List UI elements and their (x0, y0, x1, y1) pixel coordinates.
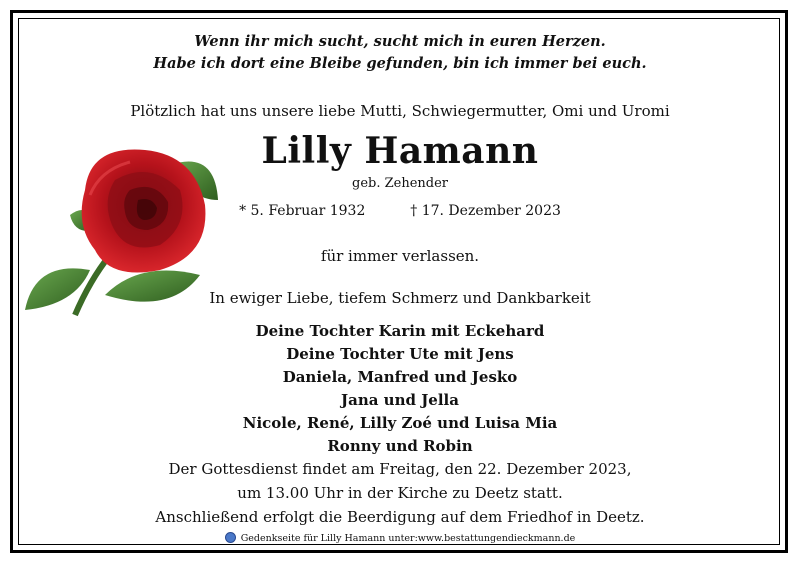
mourner-line: Daniela, Manfred und Jesko (282, 368, 518, 386)
globe-icon (225, 532, 236, 543)
deceased-name: Lilly Hamann (261, 130, 539, 172)
birth-date: * 5. Februar 1932 (239, 203, 366, 219)
left-us-text: für immer verlassen. (320, 247, 480, 265)
maiden-name: geb. Zehender (352, 176, 448, 191)
service-line-3: Anschließend erfolgt die Beerdigung auf dem Friedhof in Deetz. (155, 508, 645, 526)
service-line-2: um 13.00 Uhr in der Kirche zu Deetz statt. (237, 484, 563, 502)
mourner-line: Deine Tochter Ute mit Jens (286, 345, 514, 363)
motto-line-2: Habe ich dort eine Bleibe gefunden, bin ich immer bei euch. (153, 55, 647, 72)
memorial-page-text: Gedenkseite für Lilly Hamann unter:www.bestattungendieckmann.de (240, 533, 576, 544)
service-line-1: Der Gottesdienst findet am Freitag, den 22. Dezember 2023, (168, 460, 632, 478)
motto-line-1: Wenn ihr mich sucht, sucht mich in euren Herzen. (194, 33, 606, 50)
mourner-line: Ronny und Robin (327, 437, 473, 455)
life-dates (0, 203, 800, 219)
mourner-line: Nicole, René, Lilly Zoé und Luisa Mia (242, 414, 558, 432)
mourner-line: Jana und Jella (341, 391, 459, 409)
intro-text: Plötzlich hat uns unsere liebe Mutti, Schwiegermutter, Omi und Uromi (130, 102, 670, 120)
death-date: † 17. Dezember 2023 (410, 203, 561, 219)
mourner-line: Deine Tochter Karin mit Eckehard (255, 322, 545, 340)
memorial-page-link[interactable] (0, 533, 800, 544)
sentiment-text: In ewiger Liebe, tiefem Schmerz und Dankbarkeit (209, 289, 591, 307)
